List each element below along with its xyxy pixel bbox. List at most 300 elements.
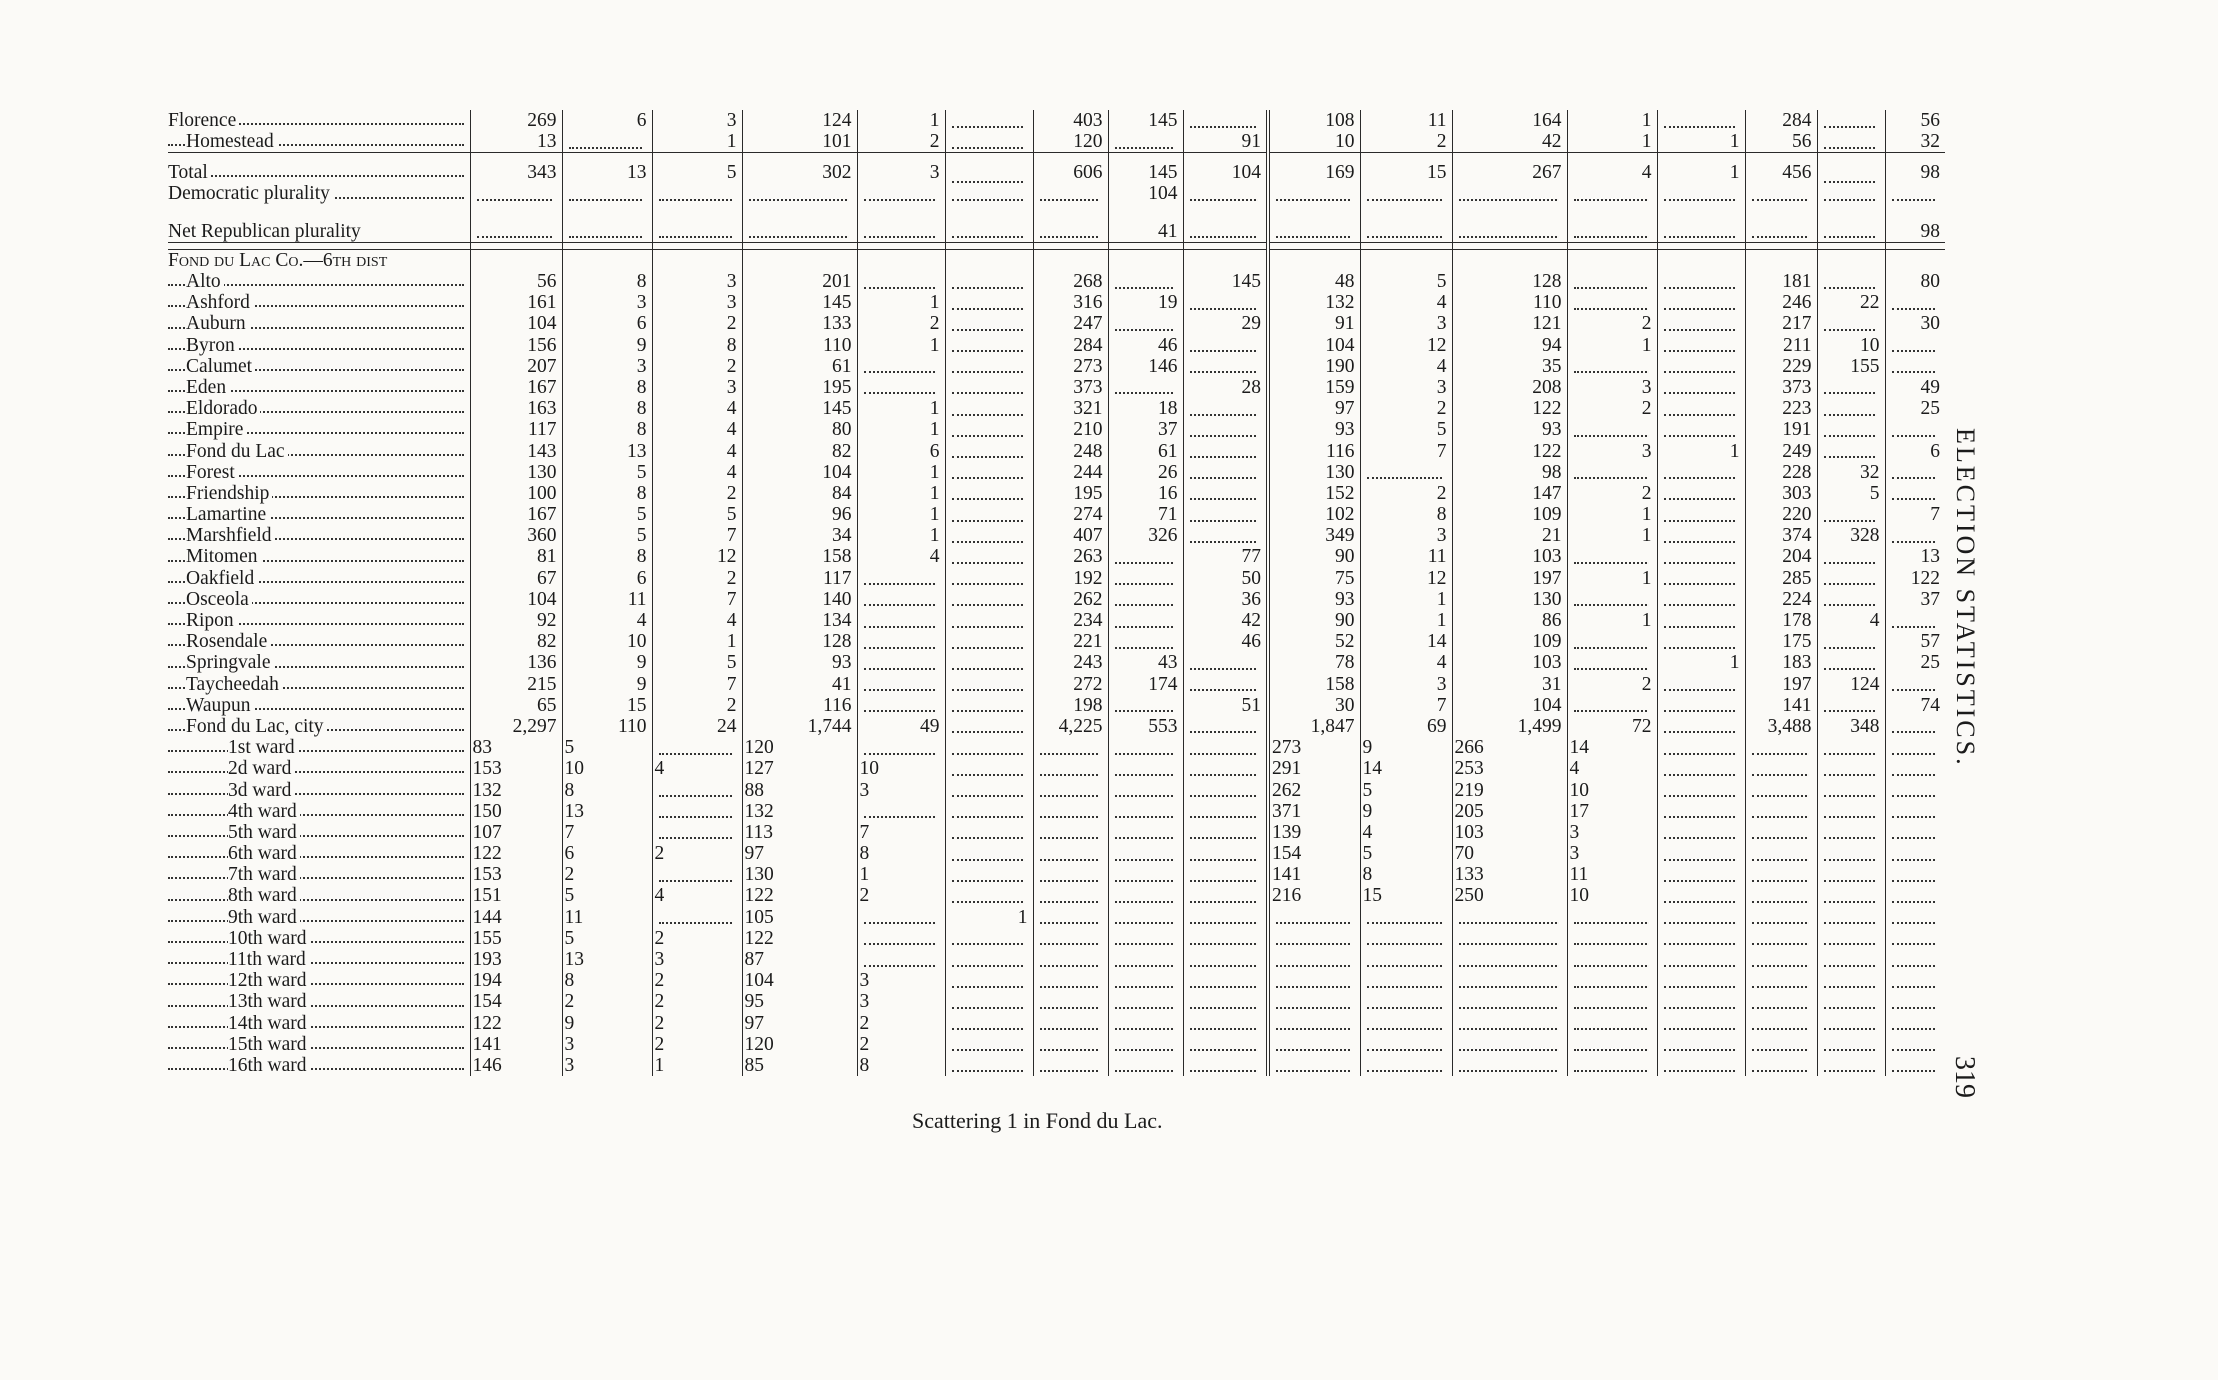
value-cell: 105 xyxy=(742,907,857,928)
value-cell: 15 xyxy=(1360,153,1452,184)
dotted-blank-cell xyxy=(1885,864,1945,885)
value-cell: 159 xyxy=(1268,377,1360,398)
spacer-row xyxy=(168,205,1945,221)
dotted-blank-cell xyxy=(1452,221,1567,243)
value-cell: 10 xyxy=(1567,885,1657,906)
dotted-blank-cell xyxy=(1033,991,1108,1012)
value-cell: 30 xyxy=(1268,695,1360,716)
row-label-text: Marshfield xyxy=(186,525,275,546)
row-label-text: 6th ward xyxy=(228,843,300,864)
value-cell: 7 xyxy=(1885,504,1945,525)
dotted-blank-cell xyxy=(1745,801,1817,822)
row-label-text: 16th ward xyxy=(228,1055,310,1076)
election-returns-table xyxy=(168,110,1945,1076)
row-label xyxy=(168,695,470,716)
dotted-blank-cell xyxy=(857,928,945,949)
ward-row xyxy=(168,991,1945,1012)
value-cell: 266 xyxy=(1452,737,1567,758)
dotted-blank-cell xyxy=(1108,885,1183,906)
value-cell: 103 xyxy=(1452,822,1567,843)
value-cell: 56 xyxy=(1885,110,1945,131)
row-label-text: Taycheedah xyxy=(186,674,282,695)
dotted-blank-cell xyxy=(1657,843,1745,864)
dotted-blank-cell xyxy=(945,313,1033,334)
value-cell: 134 xyxy=(742,610,857,631)
dotted-blank-cell xyxy=(1033,779,1108,800)
dotted-blank-cell xyxy=(1817,131,1885,153)
value-cell: 1 xyxy=(857,110,945,131)
value-cell: 122 xyxy=(1452,398,1567,419)
dotted-blank-cell xyxy=(1183,674,1268,695)
dotted-blank-cell xyxy=(1657,758,1745,779)
row-label xyxy=(168,801,470,822)
dotted-blank-cell xyxy=(1567,631,1657,652)
row-label xyxy=(168,885,470,906)
dotted-blank-cell xyxy=(1108,907,1183,928)
value-cell: 269 xyxy=(470,110,562,131)
value-cell: 41 xyxy=(1108,221,1183,243)
dotted-blank-cell xyxy=(1033,801,1108,822)
row-label-text: 9th ward xyxy=(228,907,300,928)
value-cell: 8 xyxy=(857,1055,945,1076)
row-label-text: Calumet xyxy=(186,356,255,377)
value-cell: 268 xyxy=(1033,271,1108,292)
value-cell: 81 xyxy=(470,546,562,567)
dotted-blank-cell xyxy=(1033,758,1108,779)
dotted-blank-cell xyxy=(1657,610,1745,631)
dotted-blank-cell xyxy=(1657,462,1745,483)
dotted-blank-cell xyxy=(1108,546,1183,567)
dotted-blank-cell xyxy=(1452,183,1567,204)
dotted-blank-cell xyxy=(1183,1034,1268,1055)
dotted-blank-cell xyxy=(1567,1034,1657,1055)
dotted-blank-cell xyxy=(1567,907,1657,928)
value-cell: 4 xyxy=(652,610,742,631)
value-cell: 91 xyxy=(1183,131,1268,153)
dotted-blank-cell xyxy=(1183,1055,1268,1076)
value-cell: 606 xyxy=(1033,153,1108,184)
dotted-blank-cell xyxy=(1817,546,1885,567)
row-label-text: 4th ward xyxy=(228,801,300,822)
page-number: 319 xyxy=(1949,1056,1980,1098)
value-cell: 18 xyxy=(1108,398,1183,419)
row-label xyxy=(168,1055,470,1076)
dotted-blank-cell xyxy=(1033,928,1108,949)
dotted-blank-cell xyxy=(1452,1013,1567,1034)
value-cell: 124 xyxy=(742,110,857,131)
value-cell: 36 xyxy=(1183,589,1268,610)
dotted-blank-cell xyxy=(1108,970,1183,991)
value-cell: 7 xyxy=(1360,695,1452,716)
county-header-row xyxy=(168,249,1945,271)
dotted-blank-cell xyxy=(742,183,857,204)
dotted-blank-cell xyxy=(1108,928,1183,949)
row-label-text: Eldorado xyxy=(186,398,260,419)
dotted-blank-cell xyxy=(1657,419,1745,440)
value-cell: 9 xyxy=(562,652,652,673)
row-label xyxy=(168,110,470,131)
table-row xyxy=(168,546,1945,567)
dotted-blank-cell xyxy=(1108,949,1183,970)
value-cell: 1 xyxy=(857,864,945,885)
row-label xyxy=(168,991,470,1012)
value-cell: 150 xyxy=(470,801,562,822)
value-cell: 141 xyxy=(470,1034,562,1055)
value-cell: 8 xyxy=(857,843,945,864)
dotted-blank-cell xyxy=(945,153,1033,184)
dotted-blank-cell xyxy=(945,1013,1033,1034)
row-label xyxy=(168,758,470,779)
table-row xyxy=(168,525,1945,546)
separator-row xyxy=(168,242,1945,249)
value-cell: 46 xyxy=(1108,335,1183,356)
dotted-blank-cell xyxy=(945,779,1033,800)
row-label-text: Homestead xyxy=(186,131,277,152)
row-label-text: Ripon xyxy=(186,610,237,631)
dotted-blank-cell xyxy=(1268,949,1360,970)
table-row xyxy=(168,313,1945,334)
value-cell: 136 xyxy=(470,652,562,673)
value-cell: 32 xyxy=(1885,131,1945,153)
row-label-text: 13th ward xyxy=(228,991,310,1012)
dotted-blank-cell xyxy=(1360,1013,1452,1034)
value-cell: 553 xyxy=(1108,716,1183,737)
dotted-blank-cell xyxy=(1817,928,1885,949)
value-cell: 83 xyxy=(470,737,562,758)
value-cell: 2 xyxy=(652,843,742,864)
dotted-blank-cell xyxy=(857,183,945,204)
dotted-blank-cell xyxy=(1817,907,1885,928)
value-cell: 57 xyxy=(1885,631,1945,652)
empty-cell xyxy=(1033,249,1108,271)
row-label xyxy=(168,483,470,504)
dotted-blank-cell xyxy=(945,377,1033,398)
value-cell: 30 xyxy=(1885,313,1945,334)
table-row xyxy=(168,377,1945,398)
value-cell: 4 xyxy=(1817,610,1885,631)
dotted-blank-cell xyxy=(857,221,945,243)
dotted-blank-cell xyxy=(1745,991,1817,1012)
dotted-blank-cell xyxy=(945,695,1033,716)
value-cell: 72 xyxy=(1567,716,1657,737)
row-label xyxy=(168,610,470,631)
value-cell: 174 xyxy=(1108,674,1183,695)
value-cell: 103 xyxy=(1452,652,1567,673)
dotted-blank-cell xyxy=(945,271,1033,292)
dotted-blank-cell xyxy=(857,695,945,716)
value-cell: 247 xyxy=(1033,313,1108,334)
value-cell: 2 xyxy=(857,1034,945,1055)
ward-row xyxy=(168,907,1945,928)
dotted-blank-cell xyxy=(945,843,1033,864)
value-cell: 5 xyxy=(1360,843,1452,864)
dotted-blank-cell xyxy=(1268,221,1360,243)
dotted-blank-cell xyxy=(1567,652,1657,673)
row-label xyxy=(168,1034,470,1055)
dotted-blank-cell xyxy=(1183,525,1268,546)
value-cell: 110 xyxy=(742,335,857,356)
dotted-blank-cell xyxy=(652,779,742,800)
dotted-blank-cell xyxy=(857,737,945,758)
ward-row xyxy=(168,885,1945,906)
dotted-blank-cell xyxy=(1567,695,1657,716)
value-cell: 273 xyxy=(1268,737,1360,758)
dotted-blank-cell xyxy=(1268,183,1360,204)
value-cell: 13 xyxy=(470,131,562,153)
value-cell: 253 xyxy=(1452,758,1567,779)
row-label-text: Democratic plurality xyxy=(168,183,333,204)
empty-cell xyxy=(470,249,562,271)
value-cell: 328 xyxy=(1817,525,1885,546)
value-cell: 326 xyxy=(1108,525,1183,546)
dotted-blank-cell xyxy=(1885,1034,1945,1055)
value-cell: 9 xyxy=(1360,737,1452,758)
value-cell: 104 xyxy=(1452,695,1567,716)
dotted-blank-cell xyxy=(1885,183,1945,204)
ward-row xyxy=(168,779,1945,800)
value-cell: 5 xyxy=(562,462,652,483)
row-label xyxy=(168,377,470,398)
table-row xyxy=(168,292,1945,313)
value-cell: 35 xyxy=(1452,356,1567,377)
dotted-blank-cell xyxy=(1268,907,1360,928)
table-row xyxy=(168,483,1945,504)
value-cell: 16 xyxy=(1108,483,1183,504)
dotted-blank-cell xyxy=(1657,631,1745,652)
row-label xyxy=(168,356,470,377)
dotted-blank-cell xyxy=(1885,737,1945,758)
ward-row xyxy=(168,843,1945,864)
value-cell: 161 xyxy=(470,292,562,313)
value-cell: 3 xyxy=(857,153,945,184)
value-cell: 122 xyxy=(470,1013,562,1034)
row-label xyxy=(168,271,470,292)
dotted-blank-cell xyxy=(857,801,945,822)
dotted-blank-cell xyxy=(1183,822,1268,843)
value-cell: 2 xyxy=(562,991,652,1012)
value-cell: 163 xyxy=(470,398,562,419)
dotted-blank-cell xyxy=(945,440,1033,461)
value-cell: 316 xyxy=(1033,292,1108,313)
value-cell: 1 xyxy=(945,907,1033,928)
value-cell: 8 xyxy=(562,779,652,800)
row-label-text: 11th ward xyxy=(228,949,309,970)
dotted-blank-cell xyxy=(1108,737,1183,758)
dotted-blank-cell xyxy=(1567,183,1657,204)
value-cell: 3 xyxy=(1567,440,1657,461)
dotted-blank-cell xyxy=(945,546,1033,567)
value-cell: 8 xyxy=(562,546,652,567)
value-cell: 407 xyxy=(1033,525,1108,546)
table-row xyxy=(168,652,1945,673)
dotted-blank-cell xyxy=(1108,843,1183,864)
dotted-blank-cell xyxy=(945,885,1033,906)
dotted-blank-cell xyxy=(1360,1034,1452,1055)
row-label-text: 2d ward xyxy=(228,758,294,779)
value-cell: 104 xyxy=(1268,335,1360,356)
value-cell: 4 xyxy=(1360,652,1452,673)
value-cell: 217 xyxy=(1745,313,1817,334)
value-cell: 223 xyxy=(1745,398,1817,419)
dotted-blank-cell xyxy=(1885,292,1945,313)
value-cell: 3 xyxy=(562,292,652,313)
value-cell: 3 xyxy=(562,1034,652,1055)
value-cell: 5 xyxy=(562,885,652,906)
dotted-blank-cell xyxy=(1885,356,1945,377)
value-cell: 41 xyxy=(742,674,857,695)
value-cell: 244 xyxy=(1033,462,1108,483)
value-cell: 2 xyxy=(857,885,945,906)
value-cell: 98 xyxy=(1885,221,1945,243)
value-cell: 193 xyxy=(470,949,562,970)
dotted-blank-cell xyxy=(1452,949,1567,970)
value-cell: 17 xyxy=(1567,801,1657,822)
value-cell: 6 xyxy=(562,313,652,334)
value-cell: 75 xyxy=(1268,568,1360,589)
value-cell: 2 xyxy=(1567,483,1657,504)
dotted-blank-cell xyxy=(1657,716,1745,737)
value-cell: 2 xyxy=(1567,313,1657,334)
row-label xyxy=(168,440,470,461)
dotted-blank-cell xyxy=(1033,1055,1108,1076)
value-cell: 8 xyxy=(1360,504,1452,525)
dotted-blank-cell xyxy=(945,419,1033,440)
dotted-blank-cell xyxy=(1360,970,1452,991)
row-label xyxy=(168,335,470,356)
ward-row xyxy=(168,949,1945,970)
dotted-blank-cell xyxy=(1885,419,1945,440)
value-cell: 210 xyxy=(1033,419,1108,440)
value-cell: 2 xyxy=(652,568,742,589)
value-cell: 8 xyxy=(562,271,652,292)
value-cell: 12 xyxy=(652,546,742,567)
dotted-blank-cell xyxy=(1657,271,1745,292)
table-row xyxy=(168,462,1945,483)
dotted-blank-cell xyxy=(1745,970,1817,991)
dotted-blank-cell xyxy=(1567,221,1657,243)
dotted-blank-cell xyxy=(1657,779,1745,800)
dotted-blank-cell xyxy=(1108,991,1183,1012)
dotted-blank-cell xyxy=(470,221,562,243)
row-label xyxy=(168,183,470,204)
value-cell: 219 xyxy=(1452,779,1567,800)
dotted-blank-cell xyxy=(1745,1034,1817,1055)
value-cell: 1 xyxy=(857,419,945,440)
dotted-blank-cell xyxy=(1657,674,1745,695)
row-label xyxy=(168,589,470,610)
dotted-blank-cell xyxy=(1745,737,1817,758)
value-cell: 144 xyxy=(470,907,562,928)
footnote-scattering: Scattering 1 in Fond du Lac. xyxy=(912,1108,1163,1133)
value-cell: 7 xyxy=(652,674,742,695)
dotted-blank-cell xyxy=(1817,1055,1885,1076)
dotted-blank-cell xyxy=(1567,462,1657,483)
row-label-text: Waupun xyxy=(186,695,254,716)
value-cell: 373 xyxy=(1033,377,1108,398)
dotted-blank-cell xyxy=(1745,758,1817,779)
dotted-blank-cell xyxy=(470,183,562,204)
value-cell: 5 xyxy=(562,525,652,546)
value-cell: 4 xyxy=(652,440,742,461)
table-row xyxy=(168,568,1945,589)
value-cell: 10 xyxy=(1268,131,1360,153)
value-cell: 56 xyxy=(470,271,562,292)
value-cell: 11 xyxy=(1360,546,1452,567)
value-cell: 1 xyxy=(857,483,945,504)
empty-cell xyxy=(562,249,652,271)
ward-row xyxy=(168,737,1945,758)
table-row xyxy=(168,631,1945,652)
dotted-blank-cell xyxy=(1268,1055,1360,1076)
value-cell: 2 xyxy=(652,483,742,504)
value-cell: 1 xyxy=(857,292,945,313)
value-cell: 2 xyxy=(652,991,742,1012)
value-cell: 6 xyxy=(1885,440,1945,461)
table-row xyxy=(168,589,1945,610)
table-row xyxy=(168,271,1945,292)
value-cell: 374 xyxy=(1745,525,1817,546)
value-cell: 183 xyxy=(1745,652,1817,673)
dotted-blank-cell xyxy=(1657,737,1745,758)
value-cell: 71 xyxy=(1108,504,1183,525)
value-cell: 155 xyxy=(470,928,562,949)
value-cell: 93 xyxy=(742,652,857,673)
value-cell: 120 xyxy=(742,1034,857,1055)
value-cell: 3 xyxy=(1567,822,1657,843)
dotted-blank-cell xyxy=(1817,440,1885,461)
table-row xyxy=(168,131,1945,153)
dotted-blank-cell xyxy=(1108,695,1183,716)
dotted-blank-cell xyxy=(1567,928,1657,949)
value-cell: 130 xyxy=(470,462,562,483)
value-cell: 2 xyxy=(652,1013,742,1034)
value-cell: 19 xyxy=(1108,292,1183,313)
value-cell: 178 xyxy=(1745,610,1817,631)
value-cell: 195 xyxy=(742,377,857,398)
value-cell: 104 xyxy=(742,970,857,991)
row-label xyxy=(168,737,470,758)
value-cell: 291 xyxy=(1268,758,1360,779)
dotted-blank-cell xyxy=(1745,885,1817,906)
value-cell: 92 xyxy=(470,610,562,631)
value-cell: 321 xyxy=(1033,398,1108,419)
value-cell: 262 xyxy=(1033,589,1108,610)
value-cell: 116 xyxy=(742,695,857,716)
dotted-blank-cell xyxy=(945,483,1033,504)
row-label-text: 15th ward xyxy=(228,1034,310,1055)
value-cell: 152 xyxy=(1268,483,1360,504)
value-cell: 7 xyxy=(1360,440,1452,461)
value-cell: 248 xyxy=(1033,440,1108,461)
dotted-blank-cell xyxy=(1817,568,1885,589)
value-cell: 15 xyxy=(562,695,652,716)
dotted-blank-cell xyxy=(1657,335,1745,356)
value-cell: 24 xyxy=(652,716,742,737)
value-cell: 93 xyxy=(1268,589,1360,610)
row-label xyxy=(168,568,470,589)
dotted-blank-cell xyxy=(945,356,1033,377)
value-cell: 197 xyxy=(1745,674,1817,695)
row-label-text: Fond du Lac, city xyxy=(186,716,327,737)
dotted-blank-cell xyxy=(1183,758,1268,779)
row-label xyxy=(168,525,470,546)
dotted-blank-cell xyxy=(1817,695,1885,716)
row-label xyxy=(168,249,470,271)
dotted-blank-cell xyxy=(1183,183,1268,204)
dotted-blank-cell xyxy=(1567,546,1657,567)
dotted-blank-cell xyxy=(1657,589,1745,610)
value-cell: 221 xyxy=(1033,631,1108,652)
